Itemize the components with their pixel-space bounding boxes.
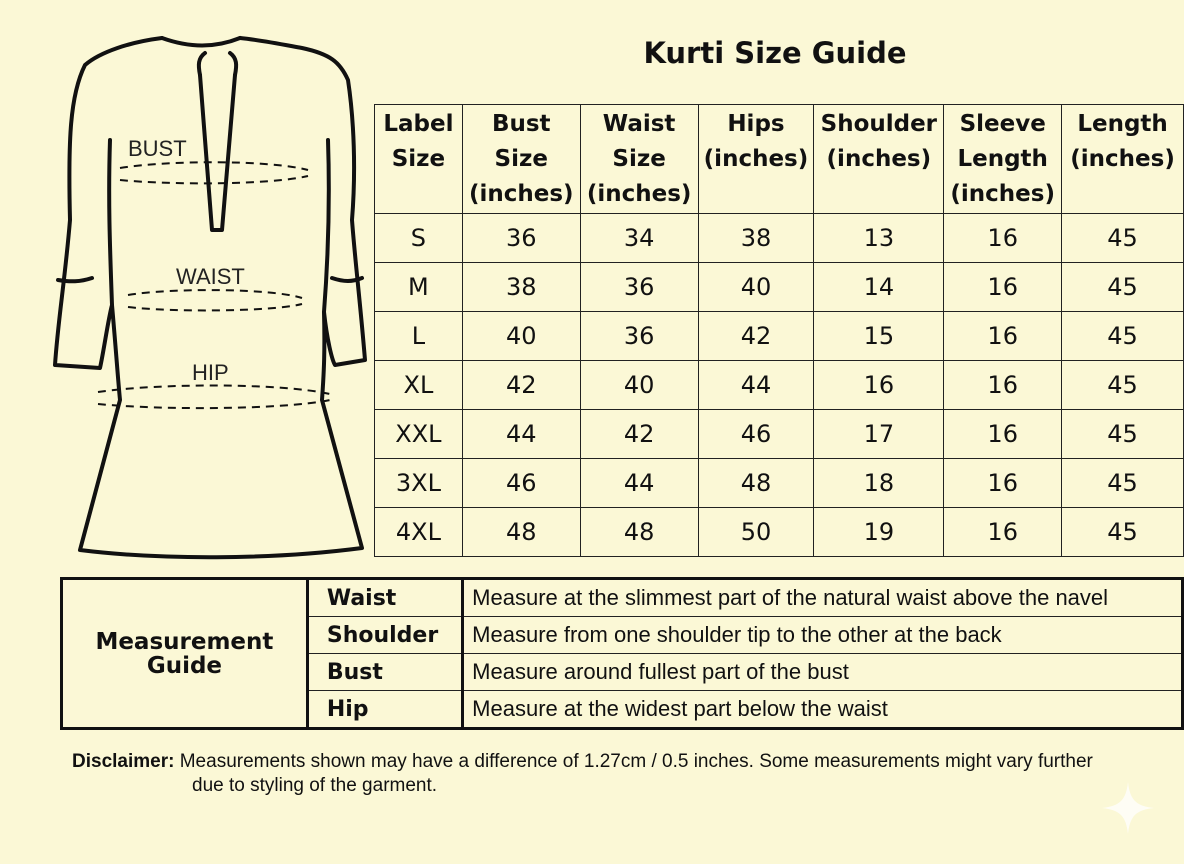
shoulder-cell: 14 bbox=[814, 263, 944, 312]
table-row bbox=[375, 459, 1184, 508]
hips-cell: 50 bbox=[698, 508, 814, 557]
waist-cell: 36 bbox=[580, 263, 698, 312]
shoulder-cell: 18 bbox=[814, 459, 944, 508]
sleeve-cell: 16 bbox=[944, 459, 1062, 508]
header-hips: Hips (inches) bbox=[698, 105, 814, 214]
hips-cell: 48 bbox=[698, 459, 814, 508]
waist-label: WAIST bbox=[176, 264, 245, 289]
guide-item-description: Measure around fullest part of the bust bbox=[463, 654, 1183, 691]
table-row bbox=[375, 312, 1184, 361]
guide-item-description: Measure at the slimmest part of the natural waist above the navel bbox=[463, 579, 1183, 617]
waist-cell: 36 bbox=[580, 312, 698, 361]
disclaimer bbox=[72, 750, 1184, 798]
measurement-guide-heading: Measurement Guide bbox=[62, 579, 308, 729]
guide-item-name: Hip bbox=[307, 691, 462, 729]
size-table-header-row bbox=[375, 105, 1184, 214]
table-row bbox=[375, 508, 1184, 557]
size-cell: 4XL bbox=[375, 508, 463, 557]
hips-cell: 38 bbox=[698, 214, 814, 263]
hips-cell: 44 bbox=[698, 361, 814, 410]
size-cell: 3XL bbox=[375, 459, 463, 508]
header-waist-size: Waist Size (inches) bbox=[580, 105, 698, 214]
length-cell: 45 bbox=[1062, 312, 1184, 361]
guide-item-name: Bust bbox=[307, 654, 462, 691]
guide-item-name: Waist bbox=[307, 579, 462, 617]
hips-cell: 40 bbox=[698, 263, 814, 312]
size-cell: XXL bbox=[375, 410, 463, 459]
size-cell: L bbox=[375, 312, 463, 361]
hips-cell: 46 bbox=[698, 410, 814, 459]
size-cell: S bbox=[375, 214, 463, 263]
bust-cell: 44 bbox=[462, 410, 580, 459]
guide-item-description: Measure at the widest part below the waist bbox=[463, 691, 1183, 729]
table-row bbox=[375, 214, 1184, 263]
bust-cell: 36 bbox=[462, 214, 580, 263]
header-bust-size: Bust Size (inches) bbox=[462, 105, 580, 214]
guide-item-description: Measure from one shoulder tip to the other at the back bbox=[463, 617, 1183, 654]
waist-cell: 40 bbox=[580, 361, 698, 410]
size-cell: M bbox=[375, 263, 463, 312]
table-row bbox=[375, 410, 1184, 459]
sleeve-cell: 16 bbox=[944, 312, 1062, 361]
length-cell: 45 bbox=[1062, 459, 1184, 508]
waist-cell: 44 bbox=[580, 459, 698, 508]
bust-cell: 38 bbox=[462, 263, 580, 312]
size-cell: XL bbox=[375, 361, 463, 410]
measurement-guide-table bbox=[60, 577, 1184, 730]
bust-label: BUST bbox=[128, 136, 187, 161]
length-cell: 45 bbox=[1062, 410, 1184, 459]
hip-label: HIP bbox=[192, 360, 229, 385]
header-length: Length (inches) bbox=[1062, 105, 1184, 214]
length-cell: 45 bbox=[1062, 361, 1184, 410]
sleeve-cell: 16 bbox=[944, 508, 1062, 557]
hips-cell: 42 bbox=[698, 312, 814, 361]
header-sleeve-length: Sleeve Length (inches) bbox=[944, 105, 1062, 214]
sleeve-cell: 16 bbox=[944, 263, 1062, 312]
length-cell: 45 bbox=[1062, 508, 1184, 557]
kurti-illustration bbox=[40, 20, 380, 565]
sleeve-cell: 16 bbox=[944, 361, 1062, 410]
waist-cell: 42 bbox=[580, 410, 698, 459]
disclaimer-line-1: Measurements shown may have a difference of 1.27cm / 0.5 inches. Some measurements might vary further bbox=[179, 751, 1093, 772]
waist-cell: 34 bbox=[580, 214, 698, 263]
bust-cell: 42 bbox=[462, 361, 580, 410]
header-label-size: Label Size bbox=[375, 105, 463, 214]
table-row bbox=[375, 263, 1184, 312]
disclaimer-label: Disclaimer: bbox=[72, 751, 175, 772]
guide-item-name: Shoulder bbox=[307, 617, 462, 654]
sleeve-cell: 16 bbox=[944, 214, 1062, 263]
shoulder-cell: 19 bbox=[814, 508, 944, 557]
size-table bbox=[374, 104, 1184, 557]
sleeve-cell: 16 bbox=[944, 410, 1062, 459]
shoulder-cell: 17 bbox=[814, 410, 944, 459]
shoulder-cell: 15 bbox=[814, 312, 944, 361]
sparkle-icon bbox=[1098, 778, 1158, 838]
table-row bbox=[375, 361, 1184, 410]
length-cell: 45 bbox=[1062, 263, 1184, 312]
length-cell: 45 bbox=[1062, 214, 1184, 263]
page-title: Kurti Size Guide bbox=[643, 36, 907, 70]
header-shoulder: Shoulder (inches) bbox=[814, 105, 944, 214]
bust-cell: 48 bbox=[462, 508, 580, 557]
bust-cell: 40 bbox=[462, 312, 580, 361]
shoulder-cell: 13 bbox=[814, 214, 944, 263]
guide-row bbox=[62, 579, 1183, 617]
bust-cell: 46 bbox=[462, 459, 580, 508]
disclaimer-line-2: due to styling of the garment. bbox=[192, 775, 438, 796]
waist-cell: 48 bbox=[580, 508, 698, 557]
shoulder-cell: 16 bbox=[814, 361, 944, 410]
